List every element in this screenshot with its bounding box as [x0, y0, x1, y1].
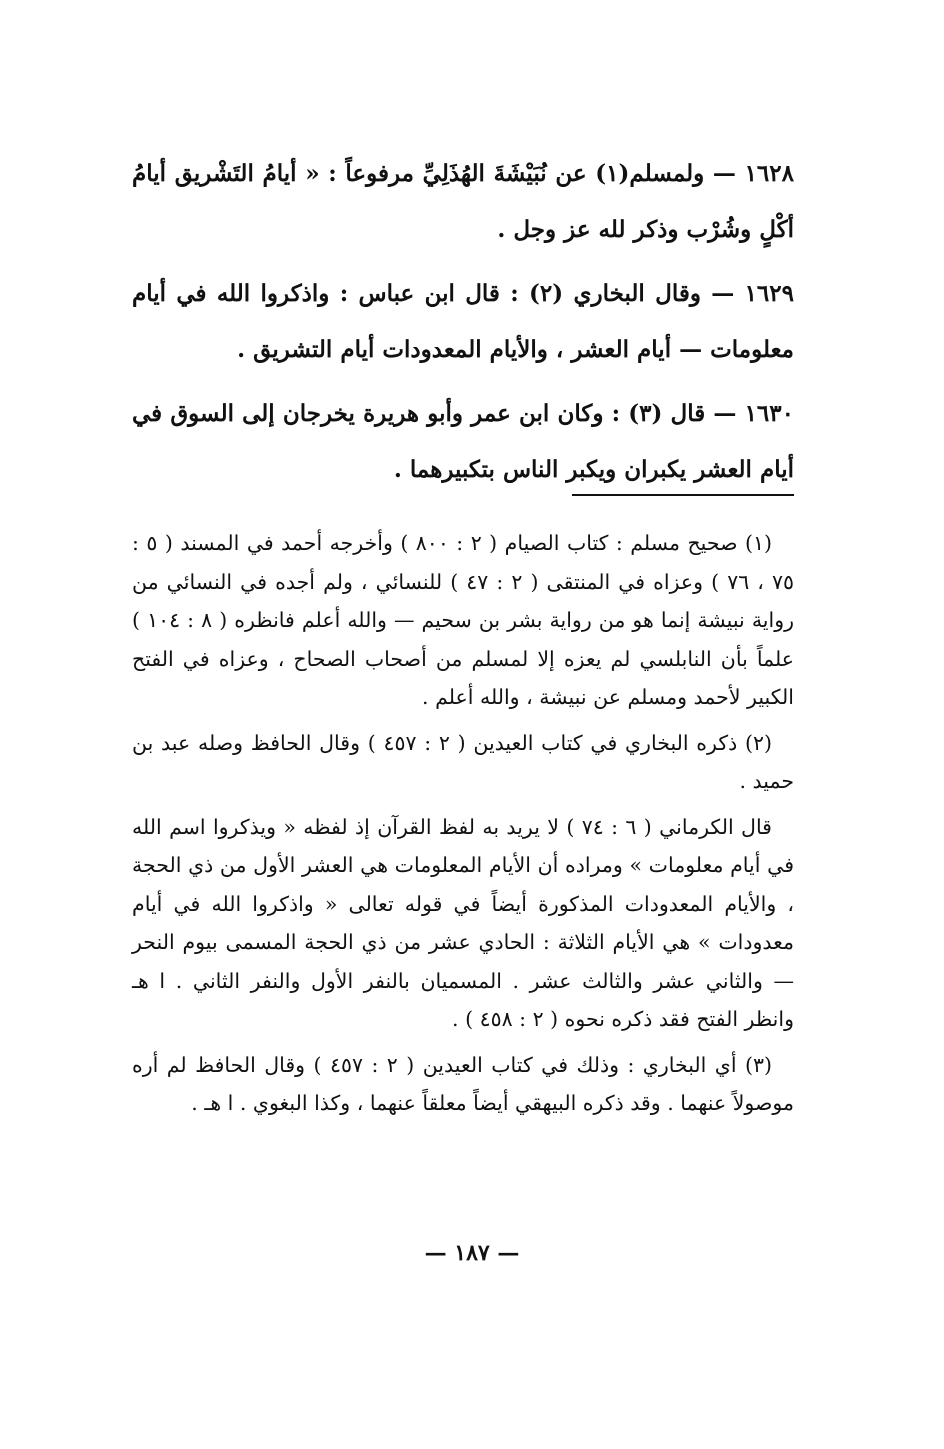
hadith-1630: ١٦٣٠ — قال (٣) : وكان ابن عمر وأبو هريرة يخرجان إلى السوق في أيام العشر يكبران ويكبر الناس بتكبيرهما .: [132, 400, 794, 483]
page-number: — ١٨٧ —: [424, 1240, 520, 1266]
main-text: [132, 146, 794, 506]
footnote-2-commentary: قال الكرماني ( ٦ : ٧٤ ) لا يريد به لفظ القرآن إذ لفظه « ويذكروا اسم الله في أيام معلومات » ومراده أن الأيام المعلومات هي العشر الأول من ذي الحجة ، والأيام المعدودات المذكورة أيضاً في قوله تعالى « واذكروا الله في أيام معدودات » هي الأيام الثلاثة : الحادي عشر من ذي الحجة المسمى بيوم النحر — والثاني عشر والثالث عشر . المسميان بالنفر الأول والنفر الثاني . ا هـ وانظر الفتح فقد ذكره نحوه ( ٢ : ٤٥٨ ) .: [132, 814, 794, 1031]
footnote-2: (٢) ذكره البخاري في كتاب العيدين ( ٢ : ٤٥٧ ) وقال الحافظ وصله عبد بن حميد .: [132, 730, 794, 793]
hadith-1628: ١٦٢٨ — ولمسلم(١) عن نُبَيْشَةَ الهُذَلِيِّ مرفوعاً : « أيامُ التَشْريق أيامُ أكْلٍ وشُرْب وذكر لله عز وجل .: [132, 160, 794, 243]
footnote-3: (٣) أي البخاري : وذلك في كتاب العيدين ( ٢ : ٤٥٧ ) وقال الحافظ لم أره موصولاً عنهما . وقد ذكره البيهقي أيضاً معلقاً عنهما ، وكذا البغوي . ا هـ .: [132, 1052, 794, 1115]
footnote-separator: [572, 494, 794, 496]
hadith-1629: ١٦٢٩ — وقال البخاري (٢) : قال ابن عباس : واذكروا الله في أيام معلومات — أيام العشر ، والأيام المعدودات أيام التشريق .: [132, 280, 794, 363]
footnotes: [132, 524, 794, 1130]
footnote-1: (١) صحيح مسلم : كتاب الصيام ( ٢ : ٨٠٠ ) وأخرجه أحمد في المسند ( ٥ : ٧٥ ، ٧٦ ) وعزاه في المنتقى ( ٢ : ٤٧ ) للنسائي ، ولم أجده في النسائي من رواية نبيشة إنما هو من رواية بشر بن سحيم — والله أعلم فانظره ( ٨ : ١٠٤ ) علماً بأن النابلسي لم يعزه إلا لمسلم من أصحاب الصحاح ، وعزاه في الفتح الكبير لأحمد ومسلم عن نبيشة ، والله أعلم .: [132, 531, 795, 709]
